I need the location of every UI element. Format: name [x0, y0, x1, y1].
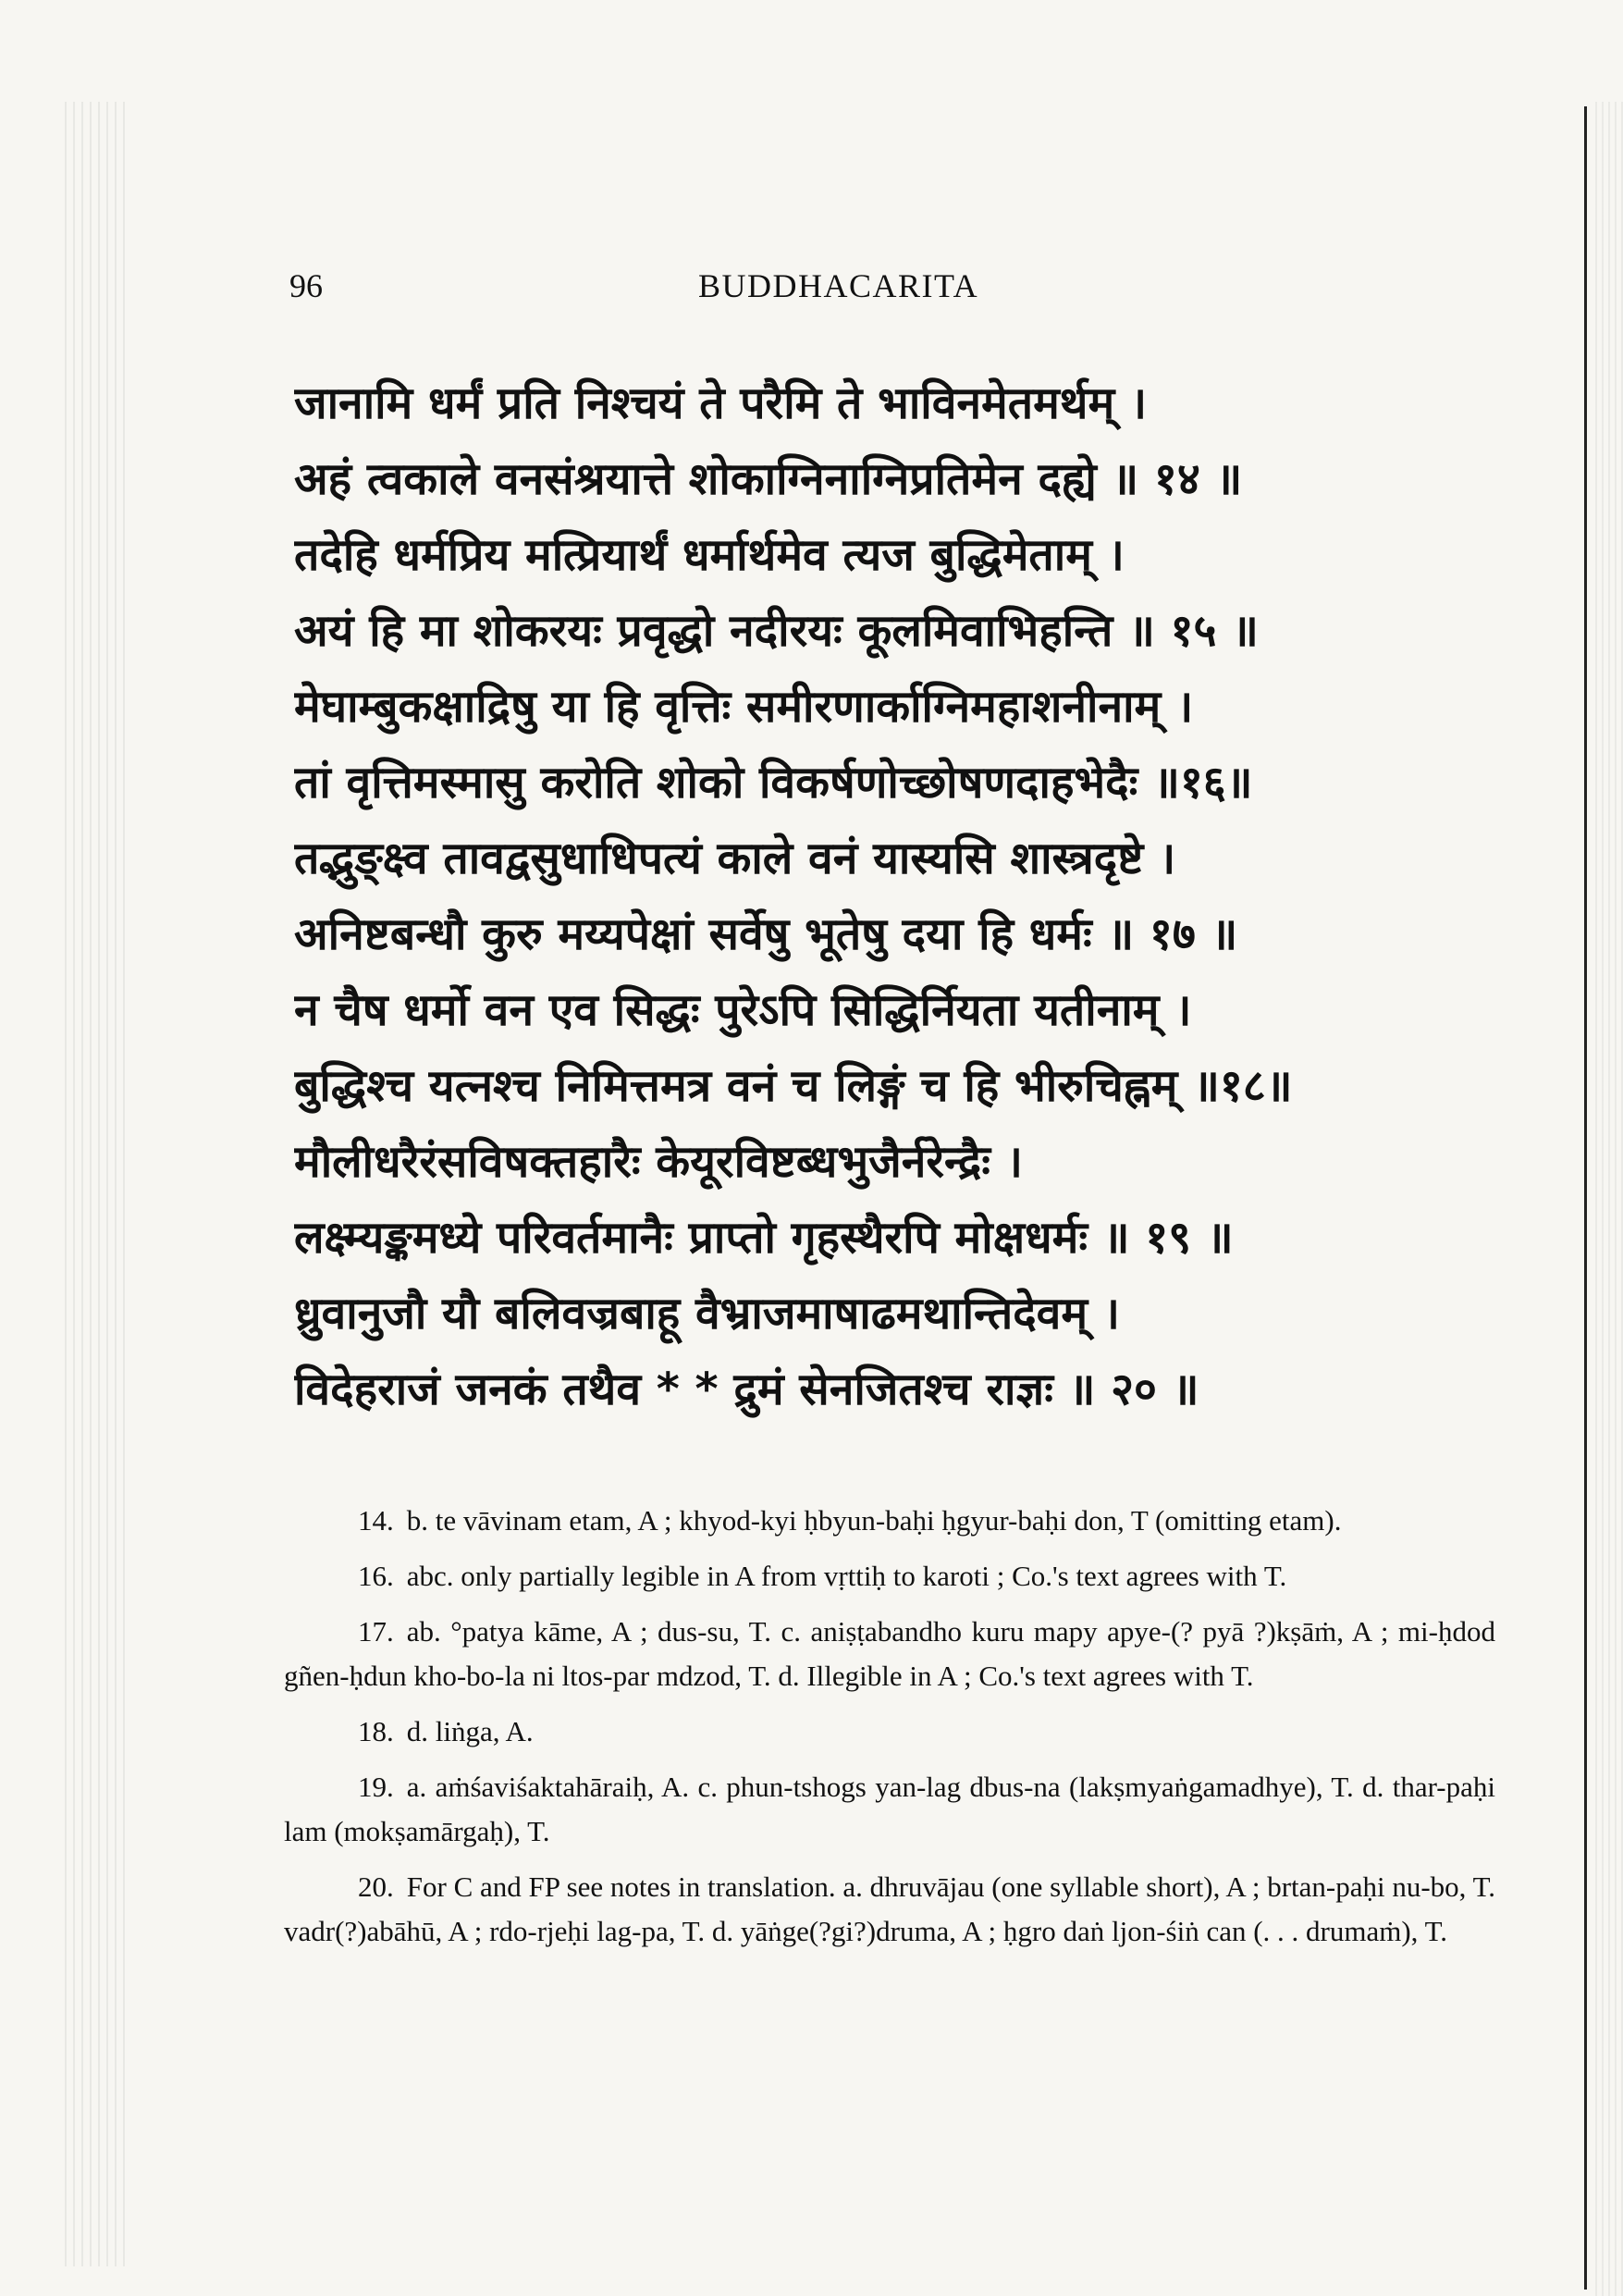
- verse-block: [294, 365, 1496, 1427]
- footnote-number: 17.: [358, 1615, 394, 1648]
- page-number: 96: [289, 267, 323, 304]
- footnote: [284, 1499, 1495, 1543]
- verse-line: अनिष्टबन्धौ कुरु मय्यपेक्षां सर्वेषु भूतेषु दया हि धर्मः ॥ १७ ॥: [294, 908, 1238, 960]
- verse-line: लक्ष्म्यङ्कमध्ये परिवर्तमानैः प्राप्तो गृहस्थैरपि मोक्षधर्मः ॥ १९ ॥: [294, 1212, 1234, 1264]
- footnote: [284, 1554, 1495, 1599]
- verse-line: न चैष धर्मो वन एव सिद्धः पुरेऽपि सिद्धिर्नियता यतीनाम् ।: [294, 984, 1192, 1036]
- footnote-number: 18.: [358, 1715, 394, 1747]
- footnote-number: 16.: [358, 1560, 394, 1592]
- footnote: [284, 1710, 1495, 1754]
- footnote-number: 20.: [358, 1870, 394, 1903]
- verse-line: अयं हि मा शोकरयः प्रवृद्धो नदीरयः कूलमिवाभिहन्ति ॥ १५ ॥: [294, 605, 1259, 657]
- footnote-text: For C and FP see notes in translation. a. dhruvājau (one syllable short), A ; brtan-paḥi nu-bo, T. vadr(?)abāhū, A ; rdo-rjeḥi lag-pa, T. d. yāṅge(?gi?)druma, A ; ḥgro daṅ ljon-śiṅ can (. . . drumaṁ), T.: [284, 1870, 1495, 1947]
- scan-edge-line: [1584, 106, 1587, 2290]
- footnote-number: 19.: [358, 1771, 394, 1803]
- footnote-text: abc. only partially legible in A from vṛttiḥ to karoti ; Co.'s text agrees with T.: [406, 1560, 1287, 1592]
- footnote-text: d. liṅga, A.: [406, 1715, 534, 1747]
- footnote-number: 14.: [358, 1504, 394, 1537]
- verse-line: बुद्धिश्च यत्नश्च निमित्तमत्र वनं च लिङ्गं च हि भीरुचिह्नम् ॥१८॥: [294, 1060, 1293, 1112]
- footnote-text: a. aṁśaviśaktahāraiḥ, A. c. phun-tshogs yan-lag dbus-na (lakṣmyaṅgamadhye), T. d. thar-paḥi lam (mokṣamārgaḥ), T.: [284, 1771, 1495, 1847]
- verse-line: तां वृत्तिमस्मासु करोति शोको विकर्षणोच्छोषणदाहभेदैः ॥१६॥: [294, 757, 1253, 809]
- footnotes: [284, 1499, 1495, 1965]
- footnote: [284, 1865, 1495, 1954]
- footnote-text: b. te vāvinam etam, A ; khyod-kyi ḥbyun-baḥi ḥgyur-baḥi don, T (omitting etam).: [406, 1504, 1342, 1537]
- verse-line: जानामि धर्मं प्रति निश्चयं ते परैमि ते भाविनमेतमर्थम् ।: [294, 377, 1148, 429]
- verse-line: अहं त्वकाले वनसंश्रयात्ते शोकाग्निनाग्निप्रतिमेन दह्ये ॥ १४ ॥: [294, 453, 1243, 505]
- verse-line: तद्भुङ्क्ष्व तावद्वसुधाधिपत्यं काले वनं यास्यसि शास्त्रदृष्टे ।: [294, 833, 1176, 884]
- verse-line: मौलीधरैरंसविषक्तहारैः केयूरविष्टब्धभुजैर्नरेन्द्रैः ।: [294, 1136, 1023, 1188]
- footnote-text: ab. °patya kāme, A ; dus-su, T. c. aniṣṭabandho kuru mapy apye-(? pyā ?)kṣāṁ, A ; mi-ḥdod gñen-ḥdun kho-bo-la ni ltos-par mdzod, T. d. Illegible in A ; Co.'s text agrees with T.: [284, 1615, 1495, 1692]
- verse-line: तदेहि धर्मप्रिय मत्प्रियार्थं धर्मार्थमेव त्यज बुद्धिमेताम् ।: [294, 529, 1125, 581]
- running-title: BUDDHACARITA: [698, 267, 979, 304]
- scan-binding-left: [65, 102, 129, 2266]
- footnote: [284, 1610, 1495, 1698]
- footnote: [284, 1765, 1495, 1854]
- verse-line: मेघाम्बुकक्षाद्रिषु या हि वृत्तिः समीरणार्काग्निमहाशनीनाम् ।: [294, 681, 1194, 733]
- scan-edge-right: [1595, 102, 1623, 2296]
- verse-line: विदेहराजं जनकं तथैव * * द्रुमं सेनजितश्च राज्ञः ॥ २० ॥: [294, 1364, 1199, 1415]
- verse-line: ध्रुवानुजौ यौ बलिवज्रबाहू वैभ्राजमाषाढमथान्तिदेवम् ।: [294, 1288, 1120, 1339]
